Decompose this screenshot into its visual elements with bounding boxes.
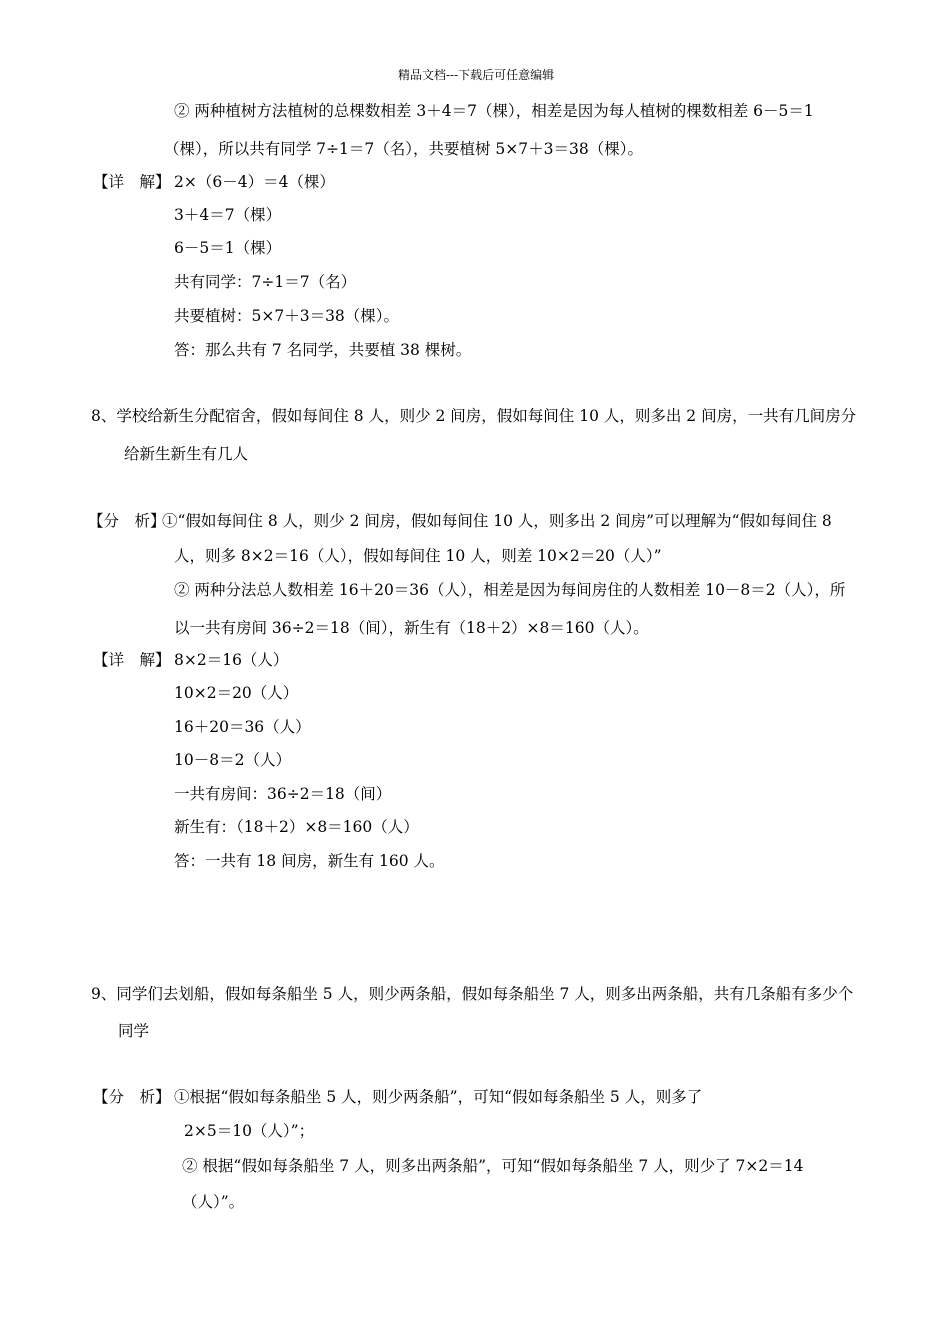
p8-analysis-2-line1: ② 两种分法总人数相差 16＋20＝36（人），相差是因为每间房住的人数相差 10－8＝2（人），所 <box>174 581 846 599</box>
p9-question-line1: 9、同学们去划船，假如每条船坐 5 人，则少两条船，假如每条船坐 7 人，则多出两条船，共有几条船有多少个 <box>91 985 854 1003</box>
p7-detail-line: 共有同学：7÷1＝7（名） <box>174 273 357 291</box>
p7-detail-line: 答：那么共有 7 名同学，共要植 38 棵树。 <box>174 341 472 359</box>
p8-detail-label: 【详 解】 <box>93 651 171 669</box>
p8-detail-line: 10×2＝20（人） <box>174 684 299 702</box>
p8-analysis-2-line2: 以一共有房间 36÷2＝18（间），新生有（18＋2）×8＝160（人）。 <box>174 619 649 637</box>
p9-analysis-1-line1: ①根据“假如每条船坐 5 人，则少两条船”，可知“假如每条船坐 5 人，则多了 <box>174 1088 703 1106</box>
p8-detail-line: 新生有：（18＋2）×8＝160（人） <box>174 818 419 836</box>
page-header: 精品文档---下载后可任意编辑 <box>398 68 555 82</box>
p8-analysis-1-line1: ①“假如每间住 8 人，则少 2 间房，假如每间住 10 人，则多出 2 间房”可以理解为“假如每间住 8 <box>162 512 832 530</box>
p8-analysis-1-line2: 人，则多 8×2＝16（人），假如每间住 10 人，则差 10×2＝20（人）” <box>174 547 662 565</box>
p8-detail-line: 10－8＝2（人） <box>174 751 291 769</box>
p8-detail-line: 答：一共有 18 间房，新生有 160 人。 <box>174 852 445 870</box>
p7-detail-line: 6－5＝1（棵） <box>174 239 282 257</box>
p7-analysis-2-line1: ② 两种植树方法植树的总棵数相差 3＋4＝7（棵），相差是因为每人植树的棵数相差 6－5＝1 <box>174 102 814 120</box>
p7-detail-line: 2×（6－4）＝4（棵） <box>174 173 335 191</box>
p7-detail-label: 【详 解】 <box>93 173 171 191</box>
p8-analysis-label: 【分 析】 <box>88 512 166 530</box>
p8-detail-line: 16＋20＝36（人） <box>174 718 311 736</box>
p8-detail-line: 8×2＝16（人） <box>174 651 289 669</box>
p7-detail-line: 3＋4＝7（棵） <box>174 206 282 224</box>
p7-analysis-2-line2: （棵），所以共有同学 7÷1＝7（名），共要植树 5×7＋3＝38（棵）。 <box>164 140 643 158</box>
p9-question-line2: 同学 <box>118 1022 150 1040</box>
p8-question-line2: 给新生新生有几人 <box>124 445 249 463</box>
p7-detail-line: 共要植树：5×7＋3＝38（棵）。 <box>174 307 400 325</box>
p9-analysis-2-line1: ② 根据“假如每条船坐 7 人，则多出两条船”，可知“假如每条船坐 7 人，则少了 7×2＝14 <box>182 1157 804 1175</box>
p9-analysis-2-line2: （人）”。 <box>182 1193 245 1211</box>
p9-analysis-label: 【分 析】 <box>93 1088 171 1106</box>
p8-detail-line: 一共有房间：36÷2＝18（间） <box>174 785 392 803</box>
p9-analysis-1-line2: 2×5＝10（人）”； <box>184 1122 315 1140</box>
p8-question-line1: 8、学校给新生分配宿舍，假如每间住 8 人，则少 2 间房，假如每间住 10 人，则多出 2 间房，一共有几间房分 <box>91 407 857 425</box>
